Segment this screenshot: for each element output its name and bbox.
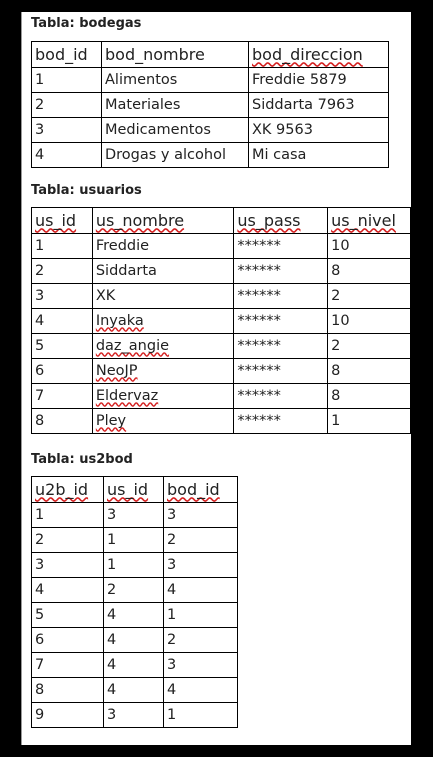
cell-bod-nombre bbox=[102, 143, 249, 168]
table-row bbox=[32, 628, 238, 653]
cell-us-id bbox=[104, 678, 164, 703]
cell-u2b-id bbox=[32, 653, 104, 678]
cell-value: ****** bbox=[237, 412, 281, 429]
header-us-id bbox=[32, 208, 93, 234]
cell-us-nivel bbox=[328, 234, 411, 259]
header-label: us_pass bbox=[237, 210, 301, 230]
cell-us-pass bbox=[234, 359, 328, 384]
cell-us-pass bbox=[234, 334, 328, 359]
header-label: us_nombre bbox=[95, 210, 185, 230]
cell-value: 3 bbox=[167, 556, 177, 573]
cell-us-pass bbox=[234, 309, 328, 334]
table-row bbox=[32, 68, 389, 93]
cell-value: 4 bbox=[107, 656, 117, 673]
cell-value: 3 bbox=[107, 506, 117, 523]
table-row bbox=[32, 678, 238, 703]
cell-bod-id bbox=[164, 603, 238, 628]
cell-value: 1 bbox=[331, 412, 341, 429]
cell-us-id bbox=[104, 653, 164, 678]
cell-value: Inyaka bbox=[95, 312, 144, 329]
header-bod-id bbox=[164, 477, 238, 503]
cell-value: 8 bbox=[331, 262, 341, 279]
cell-u2b-id bbox=[32, 603, 104, 628]
cell-us-pass bbox=[234, 384, 328, 409]
cell-value: XK 9563 bbox=[252, 121, 313, 138]
cell-us-nombre bbox=[92, 309, 234, 334]
cell-value: ****** bbox=[237, 287, 281, 304]
cell-value: 6 bbox=[35, 631, 45, 648]
header-bod-nombre bbox=[102, 42, 249, 68]
cell-us-nombre bbox=[92, 259, 234, 284]
cell-u2b-id bbox=[32, 678, 104, 703]
cell-value: 2 bbox=[107, 581, 117, 598]
cell-value: 8 bbox=[331, 362, 341, 379]
cell-u2b-id bbox=[32, 628, 104, 653]
cell-u2b-id bbox=[32, 703, 104, 728]
cell-value: 4 bbox=[35, 581, 45, 598]
cell-bod-id bbox=[32, 68, 102, 93]
cell-us-id bbox=[32, 234, 93, 259]
cell-value: Pley bbox=[95, 412, 127, 429]
cell-value: 3 bbox=[35, 556, 45, 573]
table-row bbox=[32, 528, 238, 553]
header-label: us_id bbox=[107, 479, 149, 499]
cell-value: 10 bbox=[331, 237, 350, 254]
cell-value: 2 bbox=[331, 337, 341, 354]
cell-us-nombre bbox=[92, 334, 234, 359]
table-row bbox=[32, 653, 238, 678]
cell-us-id bbox=[104, 703, 164, 728]
cell-value: ****** bbox=[237, 337, 281, 354]
table-row bbox=[32, 143, 389, 168]
cell-us-nivel bbox=[328, 409, 411, 434]
cell-value: 4 bbox=[167, 581, 177, 598]
cell-value: 2 bbox=[167, 631, 177, 648]
cell-bod-id bbox=[164, 528, 238, 553]
header-label: u2b_id bbox=[35, 479, 89, 499]
cell-value: 8 bbox=[331, 387, 341, 404]
cell-value: 3 bbox=[167, 656, 177, 673]
table-row bbox=[32, 503, 238, 528]
cell-bod-direccion bbox=[249, 93, 389, 118]
cell-value: 1 bbox=[35, 506, 45, 523]
cell-bod-id bbox=[164, 628, 238, 653]
cell-value: Medicamentos bbox=[105, 121, 211, 138]
cell-bod-id bbox=[164, 653, 238, 678]
cell-us-nombre bbox=[92, 359, 234, 384]
cell-us-id bbox=[32, 384, 93, 409]
cell-value: 2 bbox=[35, 531, 45, 548]
cell-bod-id bbox=[32, 118, 102, 143]
table-row bbox=[32, 553, 238, 578]
cell-bod-direccion bbox=[249, 68, 389, 93]
cell-value: 4 bbox=[167, 681, 177, 698]
table-row bbox=[32, 93, 389, 118]
cell-us-nombre bbox=[92, 234, 234, 259]
header-label: bod_id bbox=[35, 44, 88, 64]
cell-us-id bbox=[32, 359, 93, 384]
cell-value: Mi casa bbox=[252, 146, 307, 163]
cell-value: 5 bbox=[35, 337, 45, 354]
cell-value: 2 bbox=[35, 96, 45, 113]
cell-us-id bbox=[32, 409, 93, 434]
cell-bod-id bbox=[164, 503, 238, 528]
cell-value: XK bbox=[95, 287, 116, 304]
table-row bbox=[32, 359, 411, 384]
cell-value: 1 bbox=[167, 706, 177, 723]
cell-value: 3 bbox=[107, 706, 117, 723]
header-bod-direccion bbox=[249, 42, 389, 68]
cell-value: 2 bbox=[167, 531, 177, 548]
document-page bbox=[21, 12, 411, 745]
cell-value: 4 bbox=[107, 631, 117, 648]
header-label: bod_nombre bbox=[105, 44, 205, 64]
cell-us-nombre bbox=[92, 284, 234, 309]
caption-us2bod: Tabla: us2bod bbox=[31, 452, 133, 467]
table-row bbox=[32, 334, 411, 359]
cell-us-nivel bbox=[328, 309, 411, 334]
cell-value: Freddie bbox=[95, 237, 150, 254]
cell-value: Materiales bbox=[105, 96, 181, 113]
cell-value: 3 bbox=[35, 287, 45, 304]
cell-bod-id bbox=[32, 143, 102, 168]
cell-value: ****** bbox=[237, 312, 281, 329]
header-us-nivel bbox=[328, 208, 411, 234]
cell-bod-id bbox=[164, 578, 238, 603]
table-usuarios bbox=[31, 207, 411, 434]
cell-value: 8 bbox=[35, 412, 45, 429]
cell-bod-id bbox=[32, 93, 102, 118]
table-row bbox=[32, 409, 411, 434]
cell-us-pass bbox=[234, 259, 328, 284]
cell-us-nivel bbox=[328, 359, 411, 384]
table-header-row bbox=[32, 42, 389, 68]
cell-value: Freddie 5879 bbox=[252, 71, 347, 88]
header-label: bod_direccion bbox=[252, 44, 363, 64]
cell-us-id bbox=[104, 578, 164, 603]
cell-value: 2 bbox=[331, 287, 341, 304]
cell-bod-id bbox=[164, 553, 238, 578]
cell-us-pass bbox=[234, 409, 328, 434]
cell-us-id bbox=[104, 603, 164, 628]
table-row bbox=[32, 234, 411, 259]
cell-value: 3 bbox=[35, 121, 45, 138]
cell-value: 9 bbox=[35, 706, 45, 723]
cell-value: 2 bbox=[35, 262, 45, 279]
cell-us-id bbox=[32, 309, 93, 334]
header-label: us_nivel bbox=[331, 210, 396, 230]
cell-bod-id bbox=[164, 678, 238, 703]
cell-value: 7 bbox=[35, 656, 45, 673]
cell-value: 1 bbox=[167, 606, 177, 623]
header-us-pass bbox=[234, 208, 328, 234]
cell-value: 5 bbox=[35, 606, 45, 623]
cell-us-nivel bbox=[328, 284, 411, 309]
header-us-id bbox=[104, 477, 164, 503]
header-us-nombre bbox=[92, 208, 234, 234]
cell-bod-nombre bbox=[102, 68, 249, 93]
cell-us-pass bbox=[234, 234, 328, 259]
table-row bbox=[32, 118, 389, 143]
cell-bod-nombre bbox=[102, 118, 249, 143]
cell-bod-direccion bbox=[249, 118, 389, 143]
table-row bbox=[32, 384, 411, 409]
header-label: us_id bbox=[35, 210, 77, 230]
table-bodegas bbox=[31, 41, 389, 168]
cell-value: Drogas y alcohol bbox=[105, 146, 226, 163]
cell-bod-nombre bbox=[102, 93, 249, 118]
cell-value: ****** bbox=[237, 362, 281, 379]
cell-value: 6 bbox=[35, 362, 45, 379]
cell-value: 10 bbox=[331, 312, 350, 329]
cell-value: 1 bbox=[35, 237, 45, 254]
cell-value: NeoJP bbox=[95, 362, 138, 379]
header-label: bod_id bbox=[167, 479, 220, 499]
cell-u2b-id bbox=[32, 503, 104, 528]
cell-us-nivel bbox=[328, 384, 411, 409]
caption-usuarios: Tabla: usuarios bbox=[31, 183, 142, 198]
table-row bbox=[32, 309, 411, 334]
cell-us-id bbox=[104, 553, 164, 578]
cell-value: 8 bbox=[35, 681, 45, 698]
cell-u2b-id bbox=[32, 553, 104, 578]
cell-us-nivel bbox=[328, 334, 411, 359]
cell-us-id bbox=[104, 503, 164, 528]
table-row bbox=[32, 284, 411, 309]
cell-value: Siddarta bbox=[95, 262, 157, 279]
cell-us-nombre bbox=[92, 409, 234, 434]
cell-value: ****** bbox=[237, 262, 281, 279]
header-bod-id bbox=[32, 42, 102, 68]
cell-value: 4 bbox=[35, 312, 45, 329]
table-row bbox=[32, 578, 238, 603]
cell-value: Alimentos bbox=[105, 71, 178, 88]
cell-value: ****** bbox=[237, 237, 281, 254]
cell-u2b-id bbox=[32, 578, 104, 603]
cell-u2b-id bbox=[32, 528, 104, 553]
cell-value: 3 bbox=[167, 506, 177, 523]
cell-value: Eldervaz bbox=[95, 387, 159, 404]
table-header-row bbox=[32, 208, 411, 234]
header-u2b-id bbox=[32, 477, 104, 503]
cell-us-id bbox=[32, 334, 93, 359]
table-row bbox=[32, 259, 411, 284]
cell-bod-id bbox=[164, 703, 238, 728]
cell-us-nivel bbox=[328, 259, 411, 284]
cell-us-id bbox=[104, 528, 164, 553]
cell-value: daz_angie bbox=[95, 337, 170, 354]
cell-value: Siddarta 7963 bbox=[252, 96, 355, 113]
cell-value: 4 bbox=[107, 606, 117, 623]
cell-value: 4 bbox=[35, 146, 45, 163]
cell-bod-direccion bbox=[249, 143, 389, 168]
table-row bbox=[32, 703, 238, 728]
caption-bodegas: Tabla: bodegas bbox=[31, 16, 142, 31]
cell-us-pass bbox=[234, 284, 328, 309]
cell-us-id bbox=[32, 259, 93, 284]
cell-value: 4 bbox=[107, 681, 117, 698]
cell-us-id bbox=[32, 284, 93, 309]
table-header-row bbox=[32, 477, 238, 503]
cell-value: 1 bbox=[35, 71, 45, 88]
cell-value: 7 bbox=[35, 387, 45, 404]
cell-value: 1 bbox=[107, 531, 117, 548]
cell-value: 1 bbox=[107, 556, 117, 573]
table-us2bod bbox=[31, 476, 238, 728]
cell-value: ****** bbox=[237, 387, 281, 404]
table-row bbox=[32, 603, 238, 628]
cell-us-nombre bbox=[92, 384, 234, 409]
cell-us-id bbox=[104, 628, 164, 653]
